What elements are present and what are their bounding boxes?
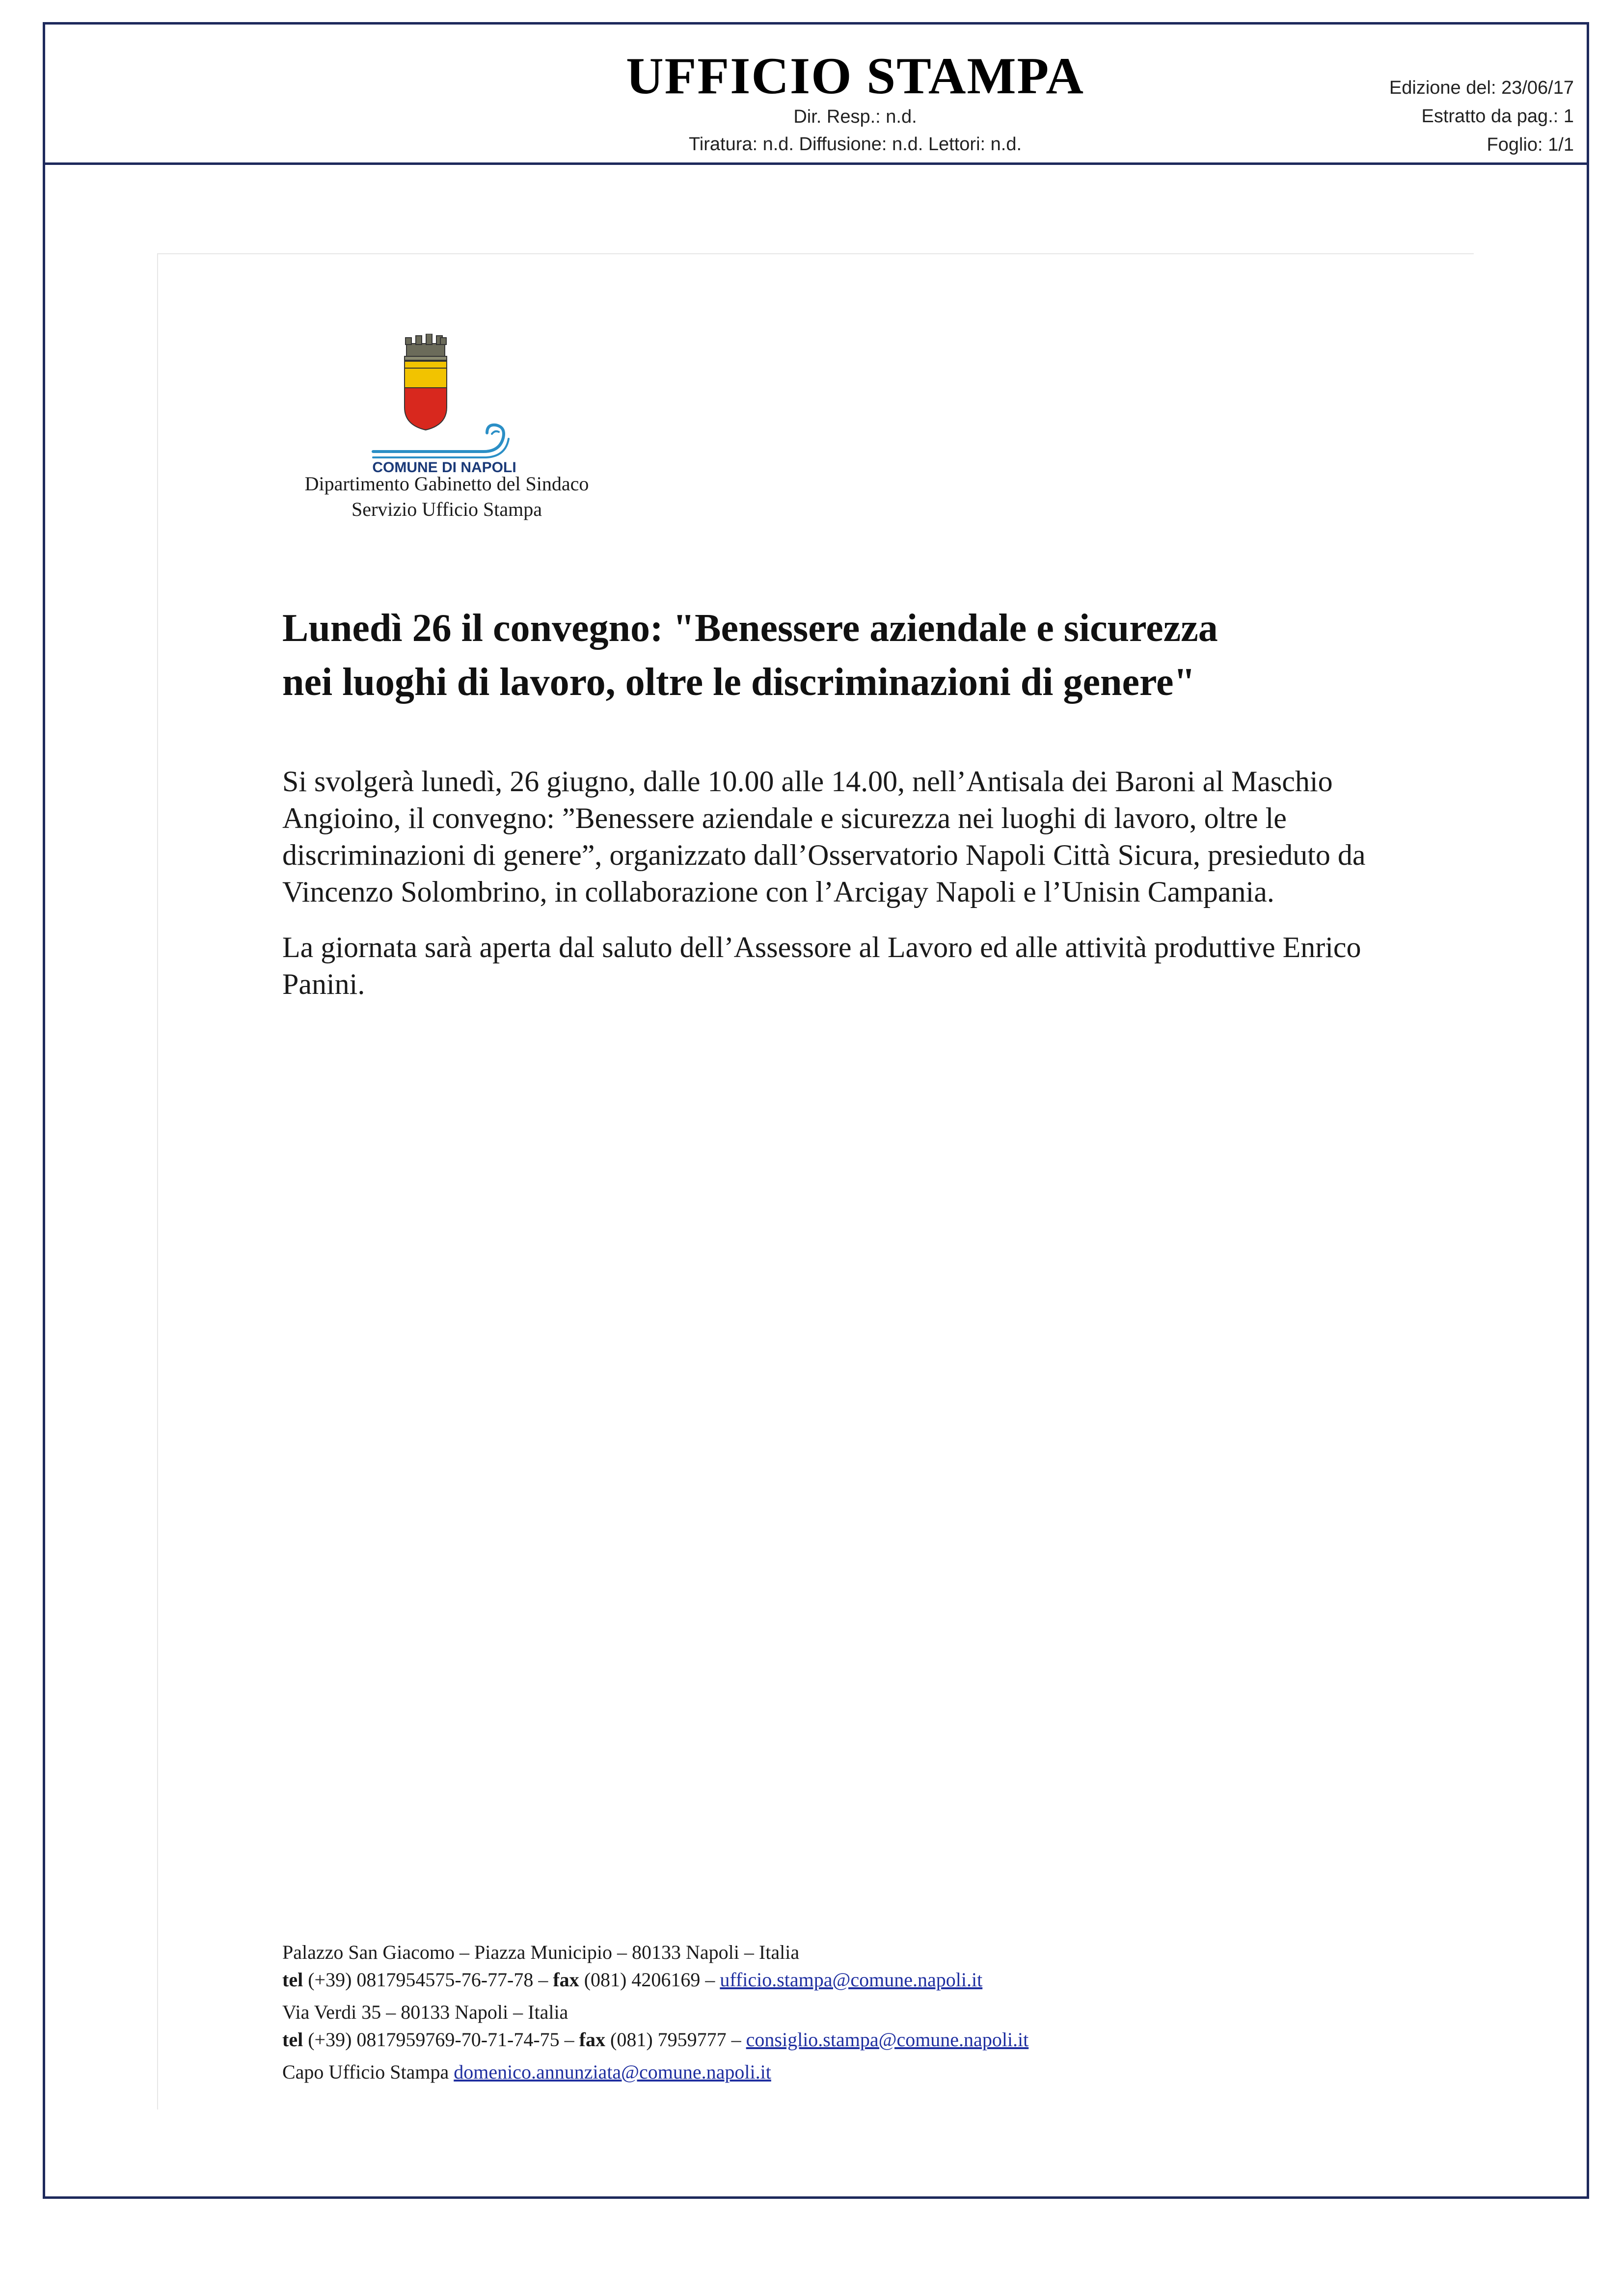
footer-contacts-1 (282, 1966, 1362, 1994)
article-title-line2: nei luoghi di lavoro, oltre le discriminazioni di genere" (282, 661, 1195, 704)
tel-number-2: (+39) 0817959769-70-71-74-75 – (303, 2029, 579, 2051)
header-tiratura: Tiratura: n.d. Diffusione: n.d. Lettori: n.d. (688, 134, 1022, 155)
header-foglio: Foglio: 1/1 (1487, 134, 1574, 155)
email-link-capo-ufficio[interactable]: domenico.annunziata@comune.napoli.it (454, 2061, 771, 2083)
fax-label: fax (553, 1969, 579, 1991)
footer-address-1: Palazzo San Giacomo – Piazza Municipio – 80133 Napoli – Italia (282, 1941, 800, 1963)
email-link-consiglio-stampa[interactable]: consiglio.stampa@comune.napoli.it (746, 2029, 1029, 2051)
header-center (536, 49, 1174, 158)
department-line1: Dipartimento Gabinetto del Sindaco (304, 473, 589, 495)
email-link-ufficio-stampa[interactable]: ufficio.stampa@comune.napoli.it (720, 1969, 983, 1991)
comune-napoli-logo (363, 334, 525, 476)
header-edizione: Edizione del: 23/06/17 (1389, 78, 1574, 98)
press-header (45, 25, 1587, 165)
department-block (285, 471, 609, 522)
header-title: UFFICIO STAMPA (626, 47, 1084, 105)
tel-number-1: (+39) 0817954575-76-77-78 – (303, 1969, 553, 1991)
department-line2: Servizio Ufficio Stampa (351, 498, 542, 520)
article-title (282, 601, 1411, 709)
article-paragraph-1: Si svolgerà lunedì, 26 giugno, dalle 10.00 alle 14.00, nell’Antisala dei Baroni al Maschio Angioino, il convegno: ”Benessere aziendale e sicurezza nei luoghi di lavoro, oltre le discriminazioni di genere”, organizzato dall’Osservatorio Napoli Città Sicura, presieduto da Vincenzo Solombrino, in collaborazione con l’Arcigay Napoli e l’Unisin Campania. (282, 765, 1366, 908)
header-estratto: Estratto da pag.: 1 (1421, 106, 1574, 127)
clipping-area (157, 253, 1474, 2109)
contact-footer (282, 1939, 1362, 2086)
fax-number-2: (081) 7959777 – (605, 2029, 746, 2051)
logo-caption: COMUNE DI NAPOLI (372, 459, 516, 476)
article-body (282, 763, 1392, 1021)
fax-number-1: (081) 4206169 – (579, 1969, 720, 1991)
wave-icon (373, 425, 509, 457)
shield-icon (405, 361, 447, 430)
capo-label: Capo Ufficio Stampa (282, 2061, 454, 2083)
crown-icon (405, 334, 447, 360)
tel-label: tel (282, 2029, 303, 2051)
footer-contacts-2 (282, 2026, 1362, 2054)
fax-label: fax (579, 2029, 605, 2051)
article-paragraph-2: La giornata sarà aperta dal saluto dell’Assessore al Lavoro ed alle attività produttive Enrico Panini. (282, 931, 1361, 1000)
footer-address-2: Via Verdi 35 – 80133 Napoli – Italia (282, 2001, 568, 2023)
footer-capo (282, 2058, 1362, 2086)
article-title-line1: Lunedì 26 il convegno: "Benessere aziendale e sicurezza (282, 607, 1218, 650)
header-dir-resp: Dir. Resp.: n.d. (793, 107, 917, 127)
tel-label: tel (282, 1969, 303, 1991)
header-meta (1389, 74, 1574, 159)
